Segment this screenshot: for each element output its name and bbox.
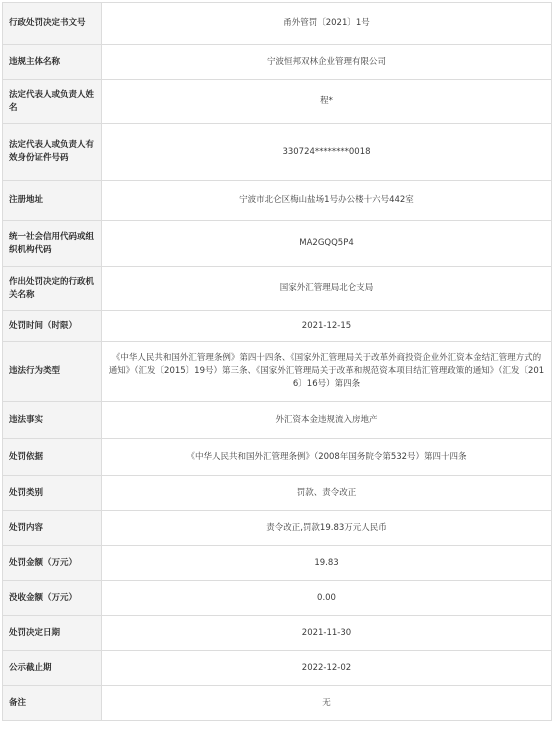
row-value: 程* bbox=[102, 80, 552, 124]
row-value: MA2GQQ5P4 bbox=[102, 221, 552, 267]
table-row bbox=[3, 80, 552, 124]
row-label: 处罚时间（时限） bbox=[3, 311, 102, 342]
table-row bbox=[3, 221, 552, 267]
row-value: 330724********0018 bbox=[102, 124, 552, 181]
row-label: 违法行为类型 bbox=[3, 342, 102, 402]
row-value: 19.83 bbox=[102, 546, 552, 581]
table-row bbox=[3, 342, 552, 402]
table-row bbox=[3, 511, 552, 546]
table-row bbox=[3, 439, 552, 476]
row-label: 公示截止期 bbox=[3, 651, 102, 686]
row-label: 没收金额（万元） bbox=[3, 581, 102, 616]
table-row bbox=[3, 311, 552, 342]
table-row bbox=[3, 686, 552, 721]
table-row bbox=[3, 546, 552, 581]
row-label: 处罚内容 bbox=[3, 511, 102, 546]
row-label: 法定代表人或负责人姓名 bbox=[3, 80, 102, 124]
table-row bbox=[3, 45, 552, 80]
table-row bbox=[3, 616, 552, 651]
row-label: 作出处罚决定的行政机关名称 bbox=[3, 267, 102, 311]
row-value: 甬外管罚〔2021〕1号 bbox=[102, 3, 552, 45]
table-row bbox=[3, 402, 552, 439]
row-label: 处罚金额（万元） bbox=[3, 546, 102, 581]
row-label: 处罚类别 bbox=[3, 476, 102, 511]
row-label: 处罚决定日期 bbox=[3, 616, 102, 651]
table-row bbox=[3, 476, 552, 511]
table-row bbox=[3, 181, 552, 221]
row-value: 罚款、责令改正 bbox=[102, 476, 552, 511]
row-value: 《中华人民共和国外汇管理条例》（2008年国务院令第532号）第四十四条 bbox=[102, 439, 552, 476]
row-label: 违规主体名称 bbox=[3, 45, 102, 80]
row-value: 责令改正,罚款19.83万元人民币 bbox=[102, 511, 552, 546]
row-value: 国家外汇管理局北仑支局 bbox=[102, 267, 552, 311]
row-value: 2021-11-30 bbox=[102, 616, 552, 651]
row-value: 《中华人民共和国外汇管理条例》第四十四条、《国家外汇管理局关于改革外商投资企业外汇资本金结汇管理方式的通知》（汇发〔2015〕19号）第三条、《国家外汇管理局关于改革和规范资本项目结汇管理政策的通知》（汇发〔2016〕16号）第四条 bbox=[102, 342, 552, 402]
row-value: 2021-12-15 bbox=[102, 311, 552, 342]
row-label: 注册地址 bbox=[3, 181, 102, 221]
row-value: 宁波恒邦双林企业管理有限公司 bbox=[102, 45, 552, 80]
table-row bbox=[3, 581, 552, 616]
row-value: 外汇资本金违规流入房地产 bbox=[102, 402, 552, 439]
row-value: 无 bbox=[102, 686, 552, 721]
row-label: 行政处罚决定书文号 bbox=[3, 3, 102, 45]
row-label: 法定代表人或负责人有效身份证件号码 bbox=[3, 124, 102, 181]
row-label: 违法事实 bbox=[3, 402, 102, 439]
row-value: 宁波市北仑区梅山盐场1号办公楼十六号442室 bbox=[102, 181, 552, 221]
row-value: 0.00 bbox=[102, 581, 552, 616]
table-row bbox=[3, 124, 552, 181]
row-label: 备注 bbox=[3, 686, 102, 721]
row-value: 2022-12-02 bbox=[102, 651, 552, 686]
penalty-info-table bbox=[2, 2, 552, 721]
row-label: 统一社会信用代码或组织机构代码 bbox=[3, 221, 102, 267]
table-row bbox=[3, 267, 552, 311]
row-label: 处罚依据 bbox=[3, 439, 102, 476]
table-row bbox=[3, 651, 552, 686]
table-row bbox=[3, 3, 552, 45]
